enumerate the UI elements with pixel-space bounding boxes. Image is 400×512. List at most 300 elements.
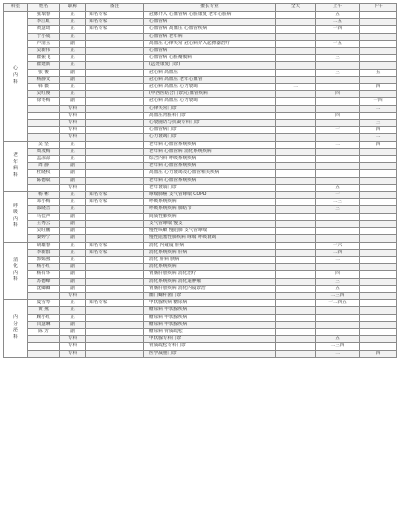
slot-afternoon <box>360 19 397 26</box>
doctor-note <box>86 177 144 184</box>
slot-all-day <box>276 300 316 307</box>
doctor-note <box>86 55 144 62</box>
doctor-note <box>86 292 144 299</box>
doctor-specialty: 慢性咳嗽 慢阻肺 支气管哮喘 <box>144 228 276 235</box>
doctor-name: 马佳声 <box>28 213 60 220</box>
doctor-name: 周 静 <box>28 163 60 170</box>
department-name: 内分泌科 <box>13 315 18 341</box>
doctor-note <box>86 235 144 242</box>
slot-morning: 五 <box>316 336 360 343</box>
slot-afternoon <box>360 307 397 314</box>
doctor-note <box>86 264 144 271</box>
doctor-title: 正 <box>60 91 86 98</box>
doctor-name <box>28 112 60 119</box>
slot-morning <box>316 228 360 235</box>
slot-morning: 四 <box>316 91 360 98</box>
slot-morning: 三 <box>316 69 360 76</box>
slot-afternoon <box>360 26 397 33</box>
doctor-name <box>28 105 60 112</box>
slot-morning: 五 <box>316 184 360 191</box>
slot-morning: 三 <box>316 278 360 285</box>
doctor-title: 副 <box>60 98 86 105</box>
doctor-title: 副 <box>60 69 86 76</box>
slot-afternoon <box>360 163 397 170</box>
slot-afternoon <box>360 184 397 191</box>
doctor-note <box>86 336 144 343</box>
table-row <box>4 163 397 170</box>
doctor-name: 秦婷宁 <box>28 235 60 242</box>
slot-morning: 二 <box>316 256 360 263</box>
doctor-title: 副 <box>60 235 86 242</box>
table-row <box>4 292 397 299</box>
doctor-specialty: 老年病 心血管系统疾病 <box>144 163 276 170</box>
slot-afternoon <box>360 40 397 47</box>
doctor-note <box>86 228 144 235</box>
slot-afternoon <box>360 55 397 62</box>
table-row <box>4 256 397 263</box>
doctor-specialty: 老年病 心血管病 消化系统疾病 <box>144 148 276 155</box>
slot-afternoon <box>360 156 397 163</box>
doctor-note <box>86 350 144 357</box>
doctor-name: 杨静文 <box>28 76 60 83</box>
doctor-title: 正 <box>60 62 86 69</box>
table-row <box>4 307 397 314</box>
header-afternoon: 下午 <box>360 4 397 12</box>
slot-morning <box>316 264 360 271</box>
slot-afternoon <box>360 328 397 335</box>
slot-morning: 一 <box>316 192 360 199</box>
slot-morning: 一五 <box>316 40 360 47</box>
slot-afternoon <box>360 76 397 83</box>
schedule-body <box>4 12 397 358</box>
slot-all-day <box>276 321 316 328</box>
doctor-note <box>86 33 144 40</box>
table-row <box>4 19 397 26</box>
table-row <box>4 350 397 357</box>
department-name: 心内科 <box>13 66 18 85</box>
doctor-name: 闫慧琳 <box>28 321 60 328</box>
doctor-title: 正 <box>60 55 86 62</box>
doctor-note <box>86 343 144 350</box>
doctor-specialty: 冠心病 高血压 老年心血管 <box>144 76 276 83</box>
slot-morning: 三 <box>316 55 360 62</box>
slot-all-day <box>276 12 316 19</box>
doctor-name: 吴旺鹏 <box>28 228 60 235</box>
slot-all-day <box>276 220 316 227</box>
doctor-name: 王秀云 <box>28 220 60 227</box>
doctor-specialty: 高血压 心力衰竭及心血管相关疾病 <box>144 170 276 177</box>
doctor-name: 苏德峰 <box>28 278 60 285</box>
doctor-specialty: 心血管病 <box>144 19 276 26</box>
doctor-name: 杨有华 <box>28 271 60 278</box>
table-row <box>4 321 397 328</box>
slot-all-day <box>276 76 316 83</box>
table-row <box>4 213 397 220</box>
doctor-specialty: 老年衰弱门诊 <box>144 184 276 191</box>
slot-afternoon <box>360 62 397 69</box>
slot-morning <box>316 314 360 321</box>
doctor-note <box>86 163 144 170</box>
slot-all-day <box>276 105 316 112</box>
doctor-title: 正 <box>60 242 86 249</box>
slot-all-day <box>276 33 316 40</box>
table-row <box>4 177 397 184</box>
slot-all-day <box>276 343 316 350</box>
doctor-name: 杨小红 <box>28 264 60 271</box>
doctor-specialty: 心血管病 老年病 <box>144 33 276 40</box>
doctor-title: 专科 <box>60 292 86 299</box>
slot-all-day <box>276 19 316 26</box>
doctor-note <box>86 76 144 83</box>
doctor-specialty: 消化 内窥镜 肝病 <box>144 242 276 249</box>
slot-all-day <box>276 48 316 55</box>
slot-all-day <box>276 69 316 76</box>
slot-all-day <box>276 350 316 357</box>
doctor-name: 李江虹 <box>28 19 60 26</box>
slot-afternoon <box>360 256 397 263</box>
doctor-name <box>28 120 60 127</box>
doctor-name: 卢清玉 <box>28 40 60 47</box>
doctor-name: 李新群 <box>28 249 60 256</box>
slot-afternoon <box>360 192 397 199</box>
doctor-title: 正 <box>60 314 86 321</box>
schedule-table <box>3 3 397 358</box>
doctor-specialty: 心衰随访与抗凝专科门诊 <box>144 120 276 127</box>
doctor-name <box>28 343 60 350</box>
slot-afternoon <box>360 336 397 343</box>
doctor-title: 副 <box>60 76 86 83</box>
slot-afternoon <box>360 228 397 235</box>
doctor-note <box>86 285 144 292</box>
slot-all-day <box>276 256 316 263</box>
doctor-specialty: 糖尿病 甲状腺疾病 <box>144 321 276 328</box>
slot-morning: 二 <box>316 350 360 357</box>
slot-all-day <box>276 271 316 278</box>
slot-afternoon <box>360 148 397 155</box>
doctor-title: 专科 <box>60 336 86 343</box>
table-row <box>4 120 397 127</box>
doctor-name <box>28 127 60 134</box>
table-row <box>4 328 397 335</box>
slot-morning: 二 <box>316 141 360 148</box>
doctor-name: 于小成 <box>28 33 60 40</box>
slot-all-day <box>276 328 316 335</box>
doctor-title: 正 <box>60 26 86 33</box>
doctor-specialty: 老年病 心血管系统疾病 <box>144 177 276 184</box>
doctor-note <box>86 271 144 278</box>
doctor-title: 副 <box>60 264 86 271</box>
doctor-title: 正 <box>60 307 86 314</box>
table-row <box>4 170 397 177</box>
slot-morning <box>316 76 360 83</box>
doctor-specialty: 甲状腺专科门诊 <box>144 336 276 343</box>
doctor-name: 胡雄春 <box>28 242 60 249</box>
doctor-note <box>86 141 144 148</box>
doctor-specialty: 老年病 心血管系统疾病 <box>144 141 276 148</box>
slot-afternoon <box>360 177 397 184</box>
department-cell <box>4 192 28 242</box>
table-row <box>4 192 397 199</box>
doctor-note: 知名专家 <box>86 192 144 199</box>
doctor-title: 副 <box>60 177 86 184</box>
slot-morning <box>316 105 360 112</box>
clinic-schedule-sheet <box>3 3 396 509</box>
doctor-note <box>86 307 144 314</box>
slot-all-day <box>276 141 316 148</box>
doctor-specialty: 消化系统疾病 消化道肿瘤 <box>144 278 276 285</box>
doctor-title: 正 <box>60 148 86 155</box>
table-row <box>4 199 397 206</box>
doctor-title: 正 <box>60 192 86 199</box>
department-cell <box>4 300 28 358</box>
header-name: 姓名 <box>28 4 60 12</box>
doctor-specialty: 幽门螺杆菌门诊 <box>144 292 276 299</box>
slot-all-day <box>276 62 316 69</box>
header-note: 备注 <box>86 4 144 12</box>
slot-all-day <box>276 228 316 235</box>
doctor-specialty: 冠心病 高血压 <box>144 69 276 76</box>
doctor-specialty: 高血压肾脏科门诊 <box>144 112 276 119</box>
doctor-title: 副 <box>60 163 86 170</box>
doctor-title: 专科 <box>60 184 86 191</box>
slot-afternoon <box>360 12 397 19</box>
slot-all-day <box>276 120 316 127</box>
doctor-specialty: 综合内科 呼吸系统疾病 <box>144 156 276 163</box>
slot-morning <box>316 120 360 127</box>
header-specialty: 擅长专业 <box>144 4 276 12</box>
doctor-note <box>86 120 144 127</box>
slot-afternoon <box>360 220 397 227</box>
doctor-title: 副 <box>60 271 86 278</box>
slot-all-day <box>276 26 316 33</box>
doctor-note <box>86 170 144 177</box>
slot-all-day <box>276 177 316 184</box>
doctor-name: 沈卿卿 <box>28 285 60 292</box>
doctor-title: 专科 <box>60 105 86 112</box>
table-row <box>4 148 397 155</box>
doctor-specialty: 消化 肝病 胰病 <box>144 256 276 263</box>
slot-afternoon <box>360 300 397 307</box>
table-row <box>4 343 397 350</box>
doctor-title: 副 <box>60 213 86 220</box>
slot-all-day <box>276 242 316 249</box>
slot-afternoon <box>360 292 397 299</box>
doctor-title: 正 <box>60 12 86 19</box>
slot-morning: 二五 <box>316 19 360 26</box>
doctor-note <box>86 206 144 213</box>
department-cell <box>4 12 28 142</box>
doctor-name: 瞿振飞 <box>28 55 60 62</box>
doctor-name: 顾小红 <box>28 314 60 321</box>
slot-all-day: 二 <box>276 84 316 91</box>
doctor-name <box>28 184 60 191</box>
doctor-name <box>28 336 60 343</box>
doctor-title: 正 <box>60 141 86 148</box>
slot-afternoon: 四 <box>360 84 397 91</box>
doctor-specialty: 甲状腺疾病 糖尿病 <box>144 300 276 307</box>
slot-all-day <box>276 40 316 47</box>
slot-all-day <box>276 127 316 134</box>
doctor-name: 邵晓音 <box>28 206 60 213</box>
doctor-specialty: 冠脉介入 心血管病 心脏康复 老年心脏病 <box>144 12 276 19</box>
slot-morning: 一二四五 <box>316 300 360 307</box>
slot-morning <box>316 148 360 155</box>
doctor-name: 邓小梅 <box>28 199 60 206</box>
doctor-title: 副 <box>60 40 86 47</box>
doctor-note: 知名专家 <box>86 249 144 256</box>
doctor-specialty: 消化系统疾病 <box>144 264 276 271</box>
doctor-note <box>86 40 144 47</box>
doctor-note: 知名专家 <box>86 300 144 307</box>
doctor-name: 周茂梅 <box>28 148 60 155</box>
doctor-name: 吴新伟 <box>28 48 60 55</box>
table-row <box>4 134 397 141</box>
doctor-title: 副 <box>60 220 86 227</box>
doctor-name: 吴红俊 <box>28 91 60 98</box>
slot-morning <box>316 235 360 242</box>
slot-afternoon <box>360 213 397 220</box>
slot-afternoon <box>360 249 397 256</box>
doctor-note <box>86 105 144 112</box>
doctor-title: 专科 <box>60 343 86 350</box>
doctor-title: 正 <box>60 48 86 55</box>
doctor-name: 孟凉凉 <box>28 156 60 163</box>
doctor-specialty: 冠心病 高血压 心力衰竭 <box>144 84 276 91</box>
doctor-note: 知名专家 <box>86 242 144 249</box>
table-row <box>4 40 397 47</box>
doctor-name: 夏雪琴 <box>28 300 60 307</box>
doctor-name: 徐冬梅 <box>28 98 60 105</box>
doctor-note <box>86 314 144 321</box>
doctor-name: 张瑞春 <box>28 12 60 19</box>
doctor-note <box>86 48 144 55</box>
slot-morning: 一 <box>316 127 360 134</box>
doctor-name: 郭嫣燕 <box>28 256 60 263</box>
doctor-specialty: 呼吸系统疾病 <box>144 199 276 206</box>
doctor-specialty: 骨质疏松专科门诊 <box>144 343 276 350</box>
slot-morning: 五 <box>316 285 360 292</box>
slot-all-day <box>276 285 316 292</box>
doctor-specialty: 哮喘肺癌 支气管哮喘 COPD <box>144 192 276 199</box>
table-row <box>4 314 397 321</box>
table-row <box>4 112 397 119</box>
doctor-note <box>86 98 144 105</box>
slot-all-day <box>276 156 316 163</box>
slot-afternoon <box>360 112 397 119</box>
doctor-title: 专科 <box>60 120 86 127</box>
slot-morning <box>316 321 360 328</box>
doctor-specialty: 胃肠肝胆疾病 消化治疗 <box>144 271 276 278</box>
doctor-note <box>86 84 144 91</box>
doctor-specialty: 呼吸系统疾病 肺结节 <box>144 206 276 213</box>
doctor-name: 韩 薇 <box>28 84 60 91</box>
slot-morning <box>316 62 360 69</box>
doctor-title: 专科 <box>60 350 86 357</box>
doctor-note <box>86 69 144 76</box>
slot-afternoon <box>360 242 397 249</box>
doctor-title: 专科 <box>60 127 86 134</box>
doctor-specialty: 糖尿病 甲状腺疾病 <box>144 314 276 321</box>
table-row <box>4 336 397 343</box>
doctor-name: 吴 坚 <box>28 141 60 148</box>
doctor-specialty: 冠心病 高血压 心力衰竭 <box>144 98 276 105</box>
doctor-title: 正 <box>60 84 86 91</box>
doctor-specialty: 支气管哮喘 慢支 <box>144 220 276 227</box>
slot-afternoon <box>360 91 397 98</box>
slot-afternoon <box>360 170 397 177</box>
doctor-specialty: 心血管病 心脏瓣膜病 <box>144 55 276 62</box>
slot-morning <box>316 170 360 177</box>
doctor-title: 副 <box>60 285 86 292</box>
doctor-note <box>86 321 144 328</box>
table-row <box>4 242 397 249</box>
table-row <box>4 91 397 98</box>
doctor-note <box>86 220 144 227</box>
slot-afternoon <box>360 321 397 328</box>
doctor-note <box>86 213 144 220</box>
doctor-name: 瞿建新 <box>28 62 60 69</box>
slot-morning: 二四 <box>316 249 360 256</box>
doctor-note <box>86 256 144 263</box>
slot-afternoon <box>360 278 397 285</box>
doctor-name: 杨 彬 <box>28 192 60 199</box>
doctor-name <box>28 292 60 299</box>
slot-afternoon <box>360 206 397 213</box>
slot-afternoon: 二 <box>360 105 397 112</box>
slot-morning: 四 <box>316 112 360 119</box>
doctor-specialty: 心律失常门诊 <box>144 105 276 112</box>
slot-morning <box>316 48 360 55</box>
doctor-title: 副 <box>60 170 86 177</box>
doctor-note <box>86 91 144 98</box>
slot-afternoon <box>360 343 397 350</box>
doctor-note <box>86 62 144 69</box>
slot-morning <box>316 33 360 40</box>
slot-all-day <box>276 170 316 177</box>
doctor-name: 张 俊 <box>28 69 60 76</box>
doctor-title: 副 <box>60 228 86 235</box>
table-row <box>4 264 397 271</box>
table-row <box>4 156 397 163</box>
slot-all-day <box>276 278 316 285</box>
header-morning: 上午 <box>316 4 360 12</box>
table-row <box>4 285 397 292</box>
doctor-specialty: (中西医结合门诊)心血管疾病 <box>144 91 276 98</box>
slot-afternoon <box>360 235 397 242</box>
doctor-note: 知名专家 <box>86 199 144 206</box>
table-row <box>4 62 397 69</box>
table-row <box>4 220 397 227</box>
doctor-title: 专科 <box>60 134 86 141</box>
doctor-specialty: 糖尿病 甲状腺疾病 <box>144 307 276 314</box>
slot-all-day <box>276 264 316 271</box>
doctor-title: 正 <box>60 300 86 307</box>
slot-morning <box>316 134 360 141</box>
slot-afternoon: 二 <box>360 134 397 141</box>
slot-all-day <box>276 163 316 170</box>
doctor-title: 正 <box>60 33 86 40</box>
slot-afternoon: 四 <box>360 350 397 357</box>
slot-morning <box>316 163 360 170</box>
slot-morning <box>316 177 360 184</box>
doctor-note: 知名专家 <box>86 19 144 26</box>
slot-afternoon <box>360 48 397 55</box>
slot-all-day <box>276 292 316 299</box>
department-name: 呼吸内科 <box>13 203 18 229</box>
table-row <box>4 141 397 148</box>
slot-all-day <box>276 199 316 206</box>
doctor-note <box>86 112 144 119</box>
